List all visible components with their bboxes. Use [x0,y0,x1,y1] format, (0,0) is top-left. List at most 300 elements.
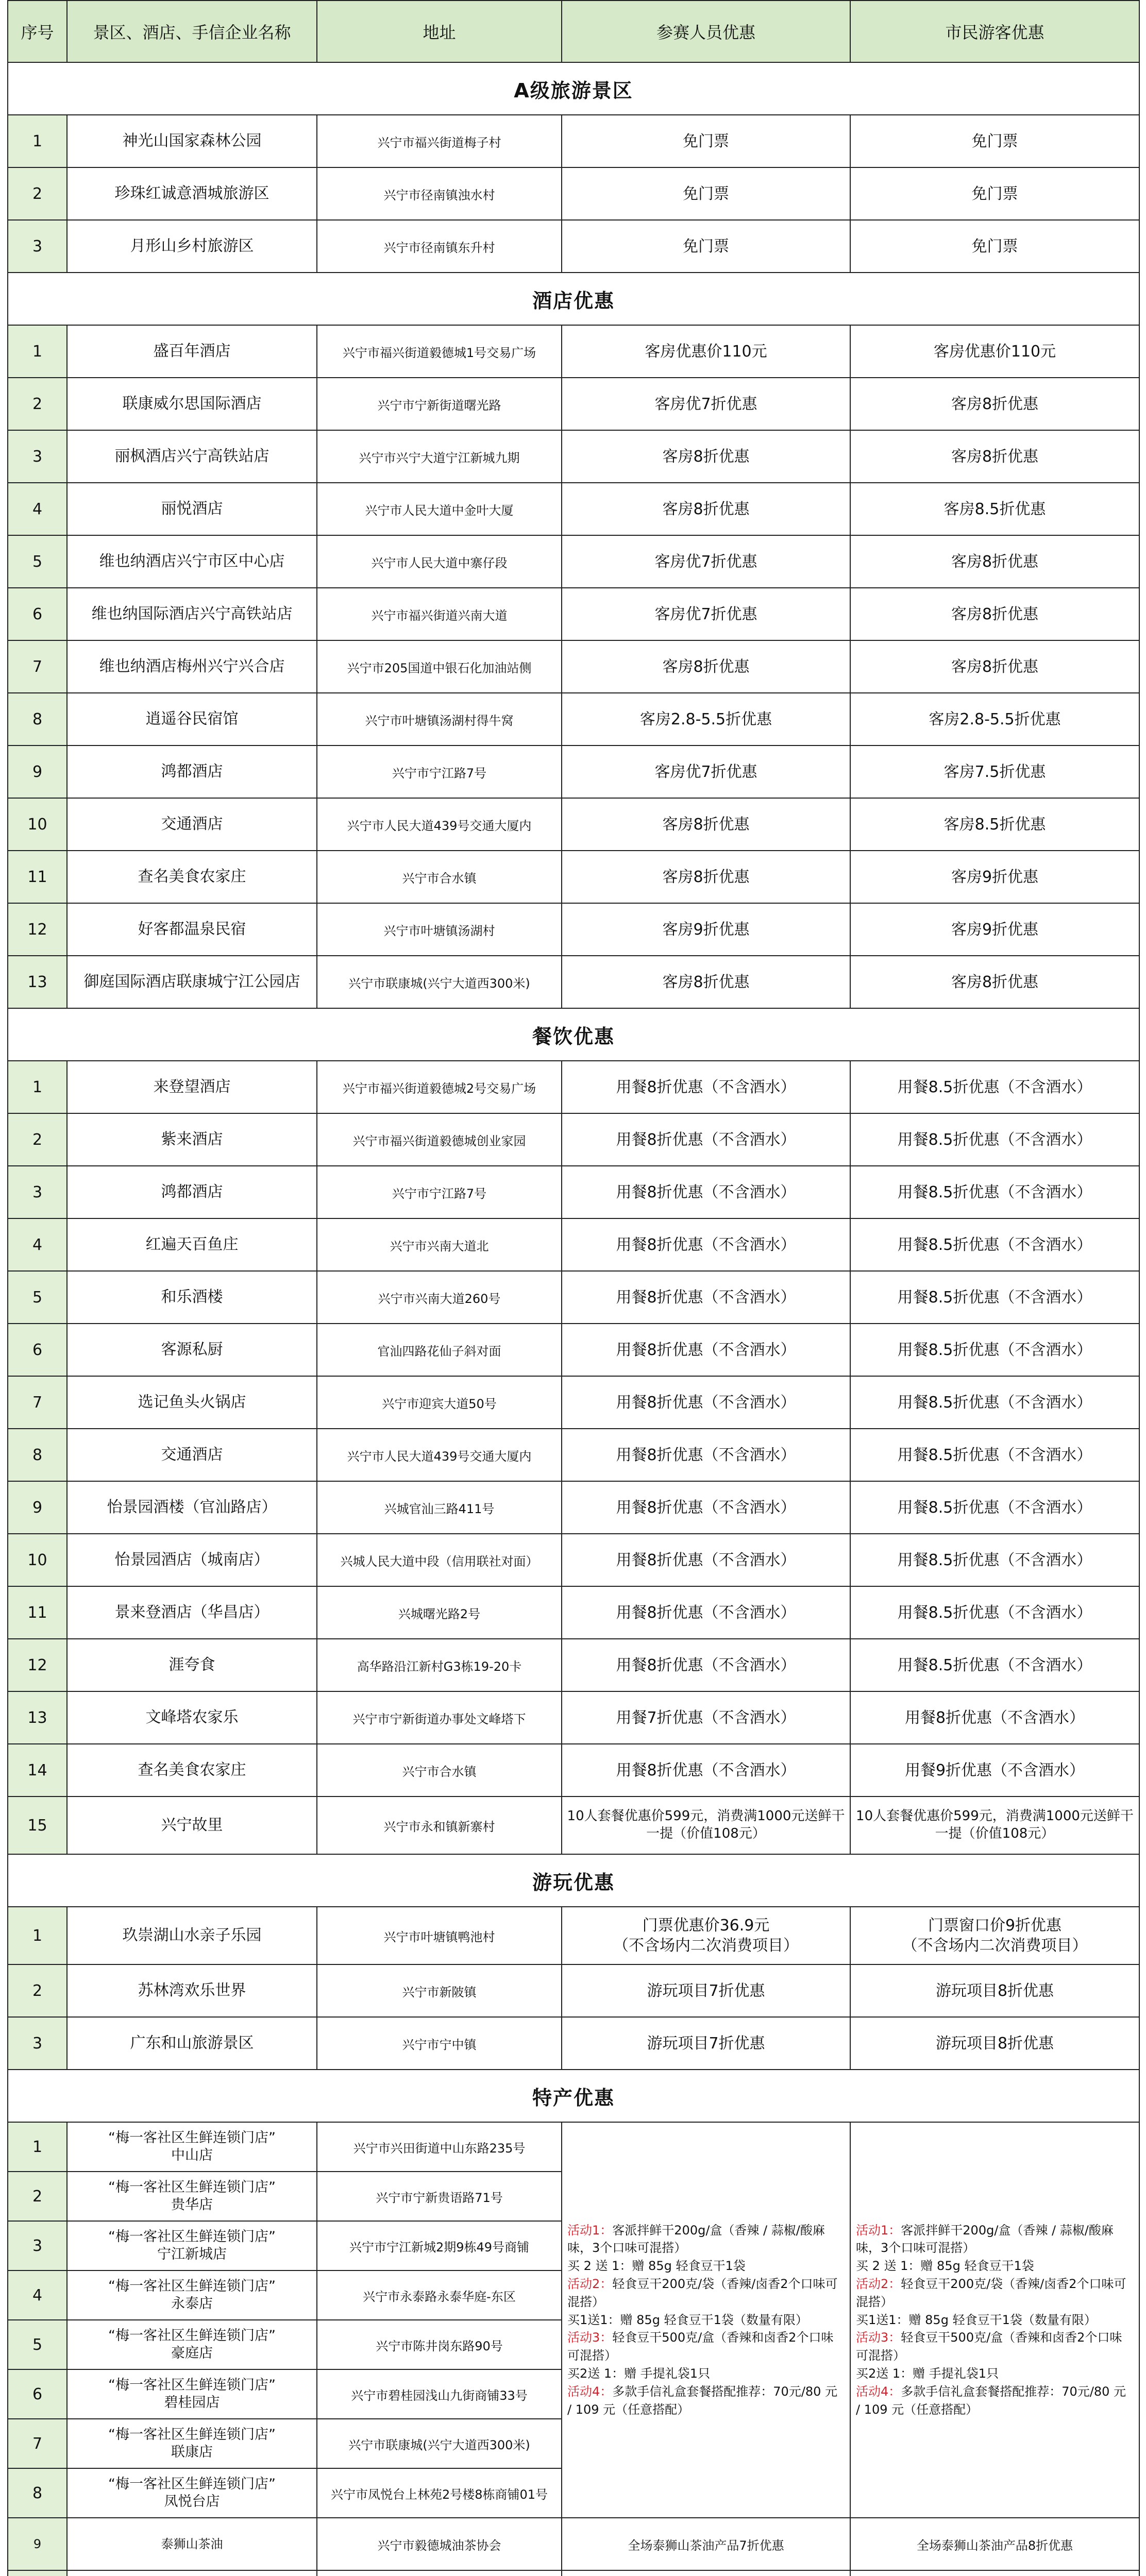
participant-discount: 免门票 [562,167,850,220]
store-chain-name: “梅一客社区生鲜连锁门店” [108,2377,276,2394]
participant-discount: 免门票 [562,220,850,273]
citizen-discount: 用餐8.5折优惠（不含酒水） [850,1324,1139,1376]
row-address: 兴宁市人民大道中金叶大厦 [317,483,562,535]
citizen-discount: 客房7.5折优惠 [850,745,1139,798]
row-address: 兴宁市205国道中银石化加油站侧 [317,640,562,693]
promo-label: 活动1： [856,2223,901,2238]
row-number: 9 [8,2518,67,2570]
participant-discount [562,1907,850,1964]
row-number: 6 [8,2369,67,2419]
table-row [8,1218,1139,1271]
row-number: 1 [8,1907,67,1964]
table-row [8,220,1139,273]
store-chain-name: “梅一客社区生鲜连锁门店” [108,2229,276,2245]
table-row [8,1061,1139,1113]
promo-label: 活动2： [856,2277,901,2291]
participant-discount: 全场泰狮山茶油产品7折优惠 [562,2518,850,2570]
row-name [67,2172,317,2221]
table-row [8,798,1139,851]
participant-discount: 用餐8折优惠（不含酒水） [562,1429,850,1481]
row-address: 兴宁市合水镇 [317,851,562,903]
row-number: 2 [8,1113,67,1166]
table-row [8,1907,1139,1964]
row-name: 珍珠红诚意酒城旅游区 [67,167,317,220]
citizen-discount: 用餐8.5折优惠（不含酒水） [850,1271,1139,1324]
store-branch-name: 永泰店 [171,2296,213,2312]
citizen-discount: 用餐8.5折优惠（不含酒水） [850,1376,1139,1429]
store-chain-name: “梅一客社区生鲜连锁门店” [108,2328,276,2344]
promo-label: 活动2： [567,2277,613,2291]
row-number: 3 [8,430,67,483]
store-branch-name: 豪庭店 [171,2345,213,2361]
table-row [8,2017,1139,2070]
promo-text: 买 2 送 1：赠 85g 轻食豆干1袋 [567,2259,746,2274]
row-number: 12 [8,1639,67,1691]
participant-discount: 客房8折优惠 [562,851,850,903]
row-number: 4 [8,1218,67,1271]
table-row [8,2122,1139,2172]
row-number: 1 [8,1061,67,1113]
table-row [8,2518,1139,2570]
promo-text: 多款手信礼盒套餐搭配推荐：70元/80 元 / 109 元（任意搭配） [567,2384,838,2417]
row-name: 逍遥谷民宿馆 [67,693,317,745]
row-address: 兴宁市人民大道439号交通大厦内 [317,798,562,851]
row-address: 兴宁市福兴街道兴南大道 [317,588,562,640]
row-number: 3 [8,220,67,273]
row-name: 神光山国家森林公园 [67,115,317,167]
participant-discount: 用餐8折优惠（不含酒水） [562,1218,850,1271]
row-name: 红遍天百鱼庄 [67,1218,317,1271]
row-number: 10 [8,1534,67,1586]
promo-line [856,2222,1134,2258]
table-row [8,167,1139,220]
row-name: 来登望酒店 [67,1061,317,1113]
promo-text: 多款手信礼盒套餐搭配推荐：70元/80 元 / 109 元（任意搭配） [856,2384,1126,2417]
table-row [8,1429,1139,1481]
row-number: 5 [8,2320,67,2369]
promo-line [856,2311,1134,2329]
row-number: 4 [8,2270,67,2320]
table-row [8,745,1139,798]
discount-table [7,0,1140,2576]
promo-text: 买1送1：赠 85g 轻食豆干1袋（数量有限） [856,2312,1097,2327]
promo-label: 活动4： [567,2384,613,2399]
participant-discount: 游玩项目7折优惠 [562,1964,850,2017]
section-header-row [8,273,1139,325]
table-row [8,1376,1139,1429]
row-name: 维也纳酒店梅州兴宁兴合店 [67,640,317,693]
participant-discount: 客房8折优惠 [562,640,850,693]
discount-note: （不含场内二次消费项目） [902,1937,1088,1955]
participant-discount: 客房8折优惠 [562,430,850,483]
row-number: 8 [8,693,67,745]
row-name: 涯夸食 [67,1639,317,1691]
row-address: 兴宁市毅德城油茶协会 [317,2518,562,2570]
row-address: 兴城官汕三路411号 [317,1481,562,1534]
row-address: 兴宁市宁新街道办事处文峰塔下 [317,1691,562,1744]
row-address: 兴宁市兴田街道中山东路235号 [317,2122,562,2172]
row-address: 兴城曙光路2号 [317,1586,562,1639]
citizen-discount: 客房优惠价110元 [850,325,1139,378]
promo-label: 活动1： [567,2223,613,2238]
participant-discount: 客房8折优惠 [562,798,850,851]
row-name: 维也纳酒店兴宁市区中心店 [67,535,317,588]
row-address: 兴宁市宁中镇 [317,2017,562,2070]
citizen-discount: 用餐8.5折优惠（不含酒水） [850,1429,1139,1481]
promo-text: 轻食豆干500克/盒（香辣和卤香2个口味可混搭） [567,2330,834,2363]
section-header-row [8,2070,1139,2122]
row-name: 苏林湾欢乐世界 [67,1964,317,2017]
row-name: 兴宁故里 [67,1797,317,1854]
row-name: 怡景园酒店（城南店） [67,1534,317,1586]
row-name: 丽枫酒店兴宁高铁站店 [67,430,317,483]
promo-line [567,2383,845,2419]
table-row [8,1166,1139,1218]
row-address: 高华路沿江新村G3栋19-20卡 [317,1639,562,1691]
row-address [317,2570,562,2576]
header-address: 地址 [317,1,562,62]
row-number: 2 [8,378,67,430]
table-row [8,1964,1139,2017]
citizen-discount: 客房8折优惠 [850,956,1139,1008]
section-title: A级旅游景区 [8,62,1139,115]
row-address: 兴宁市宁江路7号 [317,745,562,798]
row-name: 联康威尔思国际酒店 [67,378,317,430]
row-number: 5 [8,535,67,588]
citizen-discount [850,2570,1139,2576]
citizen-discount: 用餐8折优惠（不含酒水） [850,1691,1139,1744]
store-chain-name: “梅一客社区生鲜连锁门店” [108,2476,276,2493]
table-row [8,1481,1139,1534]
row-name: 怡景园酒楼（官汕路店） [67,1481,317,1534]
promo-text: 轻食豆干200克/袋（香辣/卤香2个口味可混搭） [856,2277,1126,2309]
row-number: 10 [8,798,67,851]
promo-text: 买2送 1：赠 手提礼袋1只 [567,2366,711,2381]
row-number: 13 [8,956,67,1008]
promo-line [567,2311,845,2329]
table-row [8,325,1139,378]
participant-discount: 客房优7折优惠 [562,745,850,798]
promo-label: 活动3： [567,2330,613,2345]
row-name: 选记鱼头火锅店 [67,1376,317,1429]
row-name: 维也纳国际酒店兴宁高铁站店 [67,588,317,640]
promo-text: 轻食豆干200克/袋（香辣/卤香2个口味可混搭） [567,2277,838,2309]
row-name: 客源私厨 [67,1324,317,1376]
table-row [8,1324,1139,1376]
table-row [8,640,1139,693]
row-number: 8 [8,1429,67,1481]
participant-discount: 客房优惠价110元 [562,325,850,378]
row-number: 2 [8,2172,67,2221]
table-row [8,2570,1139,2576]
citizen-discount: 免门票 [850,220,1139,273]
row-name: 文峰塔农家乐 [67,1691,317,1744]
promo-text: 客派拌鲜干200g/盒（香辣 / 蒜椒/酸麻味，3个口味可混搭） [856,2223,1114,2256]
citizen-discount: 用餐8.5折优惠（不含酒水） [850,1061,1139,1113]
promo-text: 买 2 送 1：赠 85g 轻食豆干1袋 [856,2259,1034,2274]
section-title: 特产优惠 [8,2070,1139,2122]
table-row [8,588,1139,640]
citizen-discount: 用餐8.5折优惠（不含酒水） [850,1586,1139,1639]
row-address: 兴宁市福兴街道毅德城2号交易广场 [317,1061,562,1113]
promo-line [567,2222,845,2258]
store-chain-name: “梅一客社区生鲜连锁门店” [108,2179,276,2196]
row-number: 9 [8,745,67,798]
discount-main: 门票窗口价9折优惠 [928,1917,1062,1935]
row-number: 1 [8,2122,67,2172]
discount-main: 门票优惠价36.9元 [642,1917,770,1935]
promo-label: 活动3： [856,2330,901,2345]
promo-line [567,2275,845,2311]
row-name: 交通酒店 [67,798,317,851]
table-row [8,693,1139,745]
row-name [67,2419,317,2468]
row-number: 2 [8,167,67,220]
row-address: 兴宁市人民大道中寨仔段 [317,535,562,588]
table-row [8,430,1139,483]
participant-discount: 用餐8折优惠（不含酒水） [562,1586,850,1639]
participant-discount: 用餐8折优惠（不含酒水） [562,1324,850,1376]
row-number: 5 [8,1271,67,1324]
participant-discount: 客房8折优惠 [562,483,850,535]
participant-discount: 客房2.8-5.5折优惠 [562,693,850,745]
row-name: 御庭国际酒店联康城宁江公园店 [67,956,317,1008]
row-address: 兴宁市联康城(兴宁大道西300米) [317,956,562,1008]
section-header-row [8,1854,1139,1907]
row-address: 兴宁市永泰路永泰华庭-东区 [317,2270,562,2320]
section-header-row [8,1008,1139,1061]
participant-promo-list [562,2122,850,2518]
row-address: 兴宁市兴南大道260号 [317,1271,562,1324]
citizen-discount [850,1907,1139,1964]
row-name: 泰狮山茶油 [67,2518,317,2570]
promo-text: 买2送 1：赠 手提礼袋1只 [856,2366,999,2381]
section-title: 酒店优惠 [8,273,1139,325]
citizen-discount: 用餐8.5折优惠（不含酒水） [850,1481,1139,1534]
table-row [8,1113,1139,1166]
citizen-discount: 客房8.5折优惠 [850,483,1139,535]
participant-discount: 客房8折优惠 [562,956,850,1008]
store-branch-name: 联康店 [171,2444,213,2460]
row-address: 兴宁市福兴街道毅德城创业家园 [317,1113,562,1166]
store-chain-name: “梅一客社区生鲜连锁门店” [108,2427,276,2443]
section-header-row [8,62,1139,115]
participant-discount: 游玩项目7折优惠 [562,2017,850,2070]
citizen-discount: 用餐8.5折优惠（不含酒水） [850,1534,1139,1586]
row-number: 2 [8,1964,67,2017]
participant-discount: 客房优7折优惠 [562,535,850,588]
row-number: 3 [8,2017,67,2070]
citizen-discount: 客房8折优惠 [850,430,1139,483]
table-row [8,1744,1139,1797]
citizen-discount: 客房8折优惠 [850,640,1139,693]
citizen-discount: 客房8折优惠 [850,378,1139,430]
participant-discount: 免门票 [562,115,850,167]
row-address: 兴宁市兴宁大道宁江新城九期 [317,430,562,483]
row-address: 兴宁市联康城(兴宁大道西300米) [317,2419,562,2468]
row-address: 兴城人民大道中段（信用联社对面） [317,1534,562,1586]
row-number: 8 [8,2468,67,2518]
citizen-discount: 10人套餐优惠价599元，消费满1000元送鲜干一提（价值108元） [850,1797,1139,1854]
row-name [67,2320,317,2369]
table-row [8,378,1139,430]
row-number: 14 [8,1744,67,1797]
header-no: 序号 [8,1,67,62]
citizen-discount: 客房2.8-5.5折优惠 [850,693,1139,745]
row-name: 玖崇湖山水亲子乐园 [67,1907,317,1964]
row-name: 查名美食农家庄 [67,1744,317,1797]
row-name: 广东和山旅游景区 [67,2017,317,2070]
row-address: 兴宁市宁江新城2期9栋49号商铺 [317,2221,562,2270]
table-row [8,1534,1139,1586]
promo-line [856,2257,1134,2275]
row-address: 兴宁市新陂镇 [317,1964,562,2017]
row-address: 兴宁市径南镇东升村 [317,220,562,273]
participant-discount: 用餐8折优惠（不含酒水） [562,1534,850,1586]
table-row [8,1639,1139,1691]
row-address: 兴宁市叶塘镇汤湖村 [317,903,562,956]
citizen-discount: 客房8.5折优惠 [850,798,1139,851]
row-name: 景来登酒店（华昌店） [67,1586,317,1639]
section-title: 餐饮优惠 [8,1008,1139,1061]
participant-discount: 用餐8折优惠（不含酒水） [562,1639,850,1691]
citizen-discount: 客房9折优惠 [850,903,1139,956]
row-address: 兴宁市叶塘镇汤湖村得牛窝 [317,693,562,745]
participant-discount: 10人套餐优惠价599元，消费满1000元送鲜干一提（价值108元） [562,1797,850,1854]
citizen-discount: 游玩项目8折优惠 [850,1964,1139,2017]
citizen-discount: 游玩项目8折优惠 [850,2017,1139,2070]
row-address: 兴宁市兴南大道北 [317,1218,562,1271]
row-number: 6 [8,588,67,640]
promo-line [856,2275,1134,2311]
row-number: 3 [8,2221,67,2270]
citizen-discount: 客房9折优惠 [850,851,1139,903]
row-number: 7 [8,1376,67,1429]
row-name: 月形山乡村旅游区 [67,220,317,273]
citizen-discount: 用餐8.5折优惠（不含酒水） [850,1166,1139,1218]
row-number: 1 [8,325,67,378]
participant-discount: 客房优7折优惠 [562,378,850,430]
table-row [8,1271,1139,1324]
store-chain-name: “梅一客社区生鲜连锁门店” [108,2130,276,2146]
table-row [8,483,1139,535]
row-address: 兴宁市永和镇新寨村 [317,1797,562,1854]
row-name [67,2570,317,2576]
row-address: 兴宁市碧桂园浅山九街商铺33号 [317,2369,562,2419]
citizen-discount: 客房8折优惠 [850,588,1139,640]
participant-discount: 用餐8折优惠（不含酒水） [562,1481,850,1534]
store-branch-name: 贵华店 [171,2197,213,2213]
row-number: 7 [8,640,67,693]
promo-line [567,2365,845,2383]
promo-label: 活动4： [856,2384,901,2399]
row-name [67,2122,317,2172]
row-name: 鸿都酒店 [67,745,317,798]
row-name [67,2369,317,2419]
store-branch-name: 中山店 [171,2147,213,2163]
table-row [8,1691,1139,1744]
participant-discount: 客房优7折优惠 [562,588,850,640]
participant-discount: 用餐8折优惠（不含酒水） [562,1271,850,1324]
table-row [8,903,1139,956]
header-name: 景区、酒店、手信企业名称 [67,1,317,62]
row-number: 7 [8,2419,67,2468]
row-name: 丽悦酒店 [67,483,317,535]
row-address: 兴宁市宁新贵语路71号 [317,2172,562,2221]
discount-table-sheet [7,0,1139,2576]
citizen-discount: 客房8折优惠 [850,535,1139,588]
row-number [8,2570,67,2576]
row-address: 兴宁市叶塘镇鸭池村 [317,1907,562,1964]
store-branch-name: 碧桂园店 [164,2395,220,2411]
row-name: 交通酒店 [67,1429,317,1481]
table-body [8,62,1139,2576]
store-branch-name: 宁江新城店 [157,2246,227,2262]
participant-discount: 用餐8折优惠（不含酒水） [562,1744,850,1797]
participant-discount: 用餐8折优惠（不含酒水） [562,1166,850,1218]
store-branch-name: 凤悦台店 [164,2494,220,2510]
citizen-promo-list [850,2122,1139,2518]
row-number: 15 [8,1797,67,1854]
promo-line [856,2383,1134,2419]
store-chain-name: “梅一客社区生鲜连锁门店” [108,2278,276,2295]
table-row [8,535,1139,588]
citizen-discount: 用餐8.5折优惠（不含酒水） [850,1113,1139,1166]
row-address: 兴宁市宁江路7号 [317,1166,562,1218]
row-name [67,2270,317,2320]
table-row [8,1797,1139,1854]
citizen-discount: 免门票 [850,115,1139,167]
row-name: 好客都温泉民宿 [67,903,317,956]
promo-line [567,2329,845,2365]
row-number: 12 [8,903,67,956]
table-row [8,1586,1139,1639]
discount-note: （不含场内二次消费项目） [613,1937,799,1955]
participant-discount: 用餐8折优惠（不含酒水） [562,1061,850,1113]
participant-discount [562,2570,850,2576]
row-name: 和乐酒楼 [67,1271,317,1324]
participant-discount: 用餐8折优惠（不含酒水） [562,1376,850,1429]
row-address: 兴宁市凤悦台上林苑2号楼8栋商铺01号 [317,2468,562,2518]
row-address: 兴宁市陈井岗东路90号 [317,2320,562,2369]
citizen-discount: 用餐8.5折优惠（不含酒水） [850,1218,1139,1271]
header-row [8,1,1139,62]
promo-line [856,2329,1134,2365]
row-name [67,2468,317,2518]
row-name: 鸿都酒店 [67,1166,317,1218]
table-row [8,956,1139,1008]
section-title: 游玩优惠 [8,1854,1139,1907]
promo-line [567,2257,845,2275]
row-address: 兴宁市宁新街道曙光路 [317,378,562,430]
row-address: 兴宁市福兴街道毅德城1号交易广场 [317,325,562,378]
row-address: 兴宁市迎宾大道50号 [317,1376,562,1429]
row-number: 4 [8,483,67,535]
participant-discount: 客房9折优惠 [562,903,850,956]
row-number: 11 [8,851,67,903]
promo-line [856,2365,1134,2383]
row-name: 盛百年酒店 [67,325,317,378]
row-number: 3 [8,1166,67,1218]
row-name [67,2221,317,2270]
citizen-discount: 用餐9折优惠（不含酒水） [850,1744,1139,1797]
citizen-discount: 用餐8.5折优惠（不含酒水） [850,1639,1139,1691]
table-row [8,115,1139,167]
table-row [8,851,1139,903]
row-number: 13 [8,1691,67,1744]
row-address: 兴宁市人民大道439号交通大厦内 [317,1429,562,1481]
participant-discount: 用餐7折优惠（不含酒水） [562,1691,850,1744]
